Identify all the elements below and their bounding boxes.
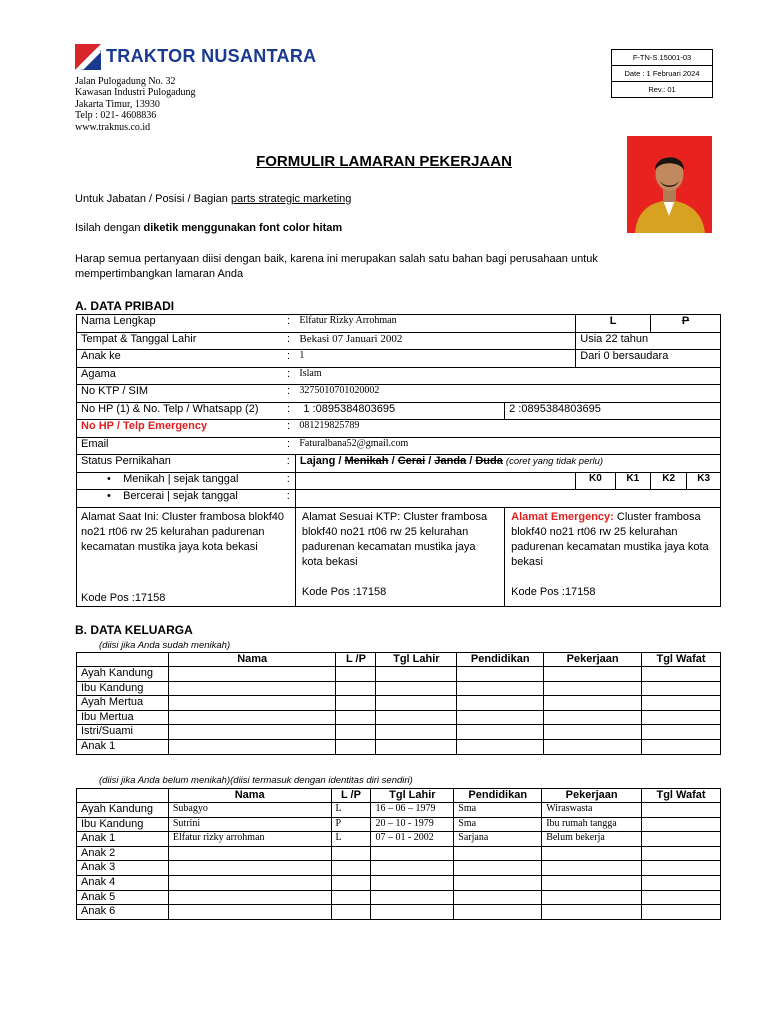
cell[interactable]	[457, 739, 544, 754]
value-menikah[interactable]	[295, 472, 575, 490]
alamat-ktp[interactable]: Alamat Sesuai KTP: Cluster frambosa blokf40 no21 rt06 rw 25 kelurahan padurenan kecamatan mustika jaya kota bekasi Kode Pos :17158	[295, 507, 504, 606]
table-row	[77, 803, 721, 818]
cell-pekerjaan[interactable]	[542, 875, 642, 890]
row-label: Anak 2	[77, 846, 169, 861]
fill-instruction: Isilah dengan diketik menggunakan font color hitam	[75, 222, 343, 234]
table-row: Tempat & Tanggal Lahir : Bekasi 07 Januari 2002 Usia 22 tahun	[77, 332, 721, 350]
document-code-box	[611, 49, 713, 98]
cell[interactable]	[376, 710, 457, 725]
cell-nama[interactable]	[168, 890, 331, 905]
row-label: Ayah Mertua	[77, 696, 169, 711]
cell-tgl-wafat[interactable]	[642, 846, 721, 861]
cell-pekerjaan[interactable]: Wiraswasta	[542, 803, 642, 818]
intro-note: Harap semua pertanyaan diisi dengan baik, karena ini merupakan salah satu bahan bagi perusahaan untuk mempertimbangkan lamaran Anda	[75, 253, 598, 280]
cell[interactable]	[168, 696, 336, 711]
table-row	[77, 667, 721, 682]
doc-date: Date : 1 Februari 2024	[612, 66, 712, 82]
cell[interactable]	[544, 710, 642, 725]
table-row	[77, 861, 721, 876]
row-label: Anak 4	[77, 875, 169, 890]
cell[interactable]	[376, 667, 457, 682]
cell-pendidikan[interactable]: Sarjana	[454, 832, 542, 847]
cell-nama[interactable]: Sutrini	[168, 817, 331, 832]
gender-l[interactable]: L	[576, 315, 651, 333]
table-row: Nama Lengkap : Elfatur Rizky Arrohman L P	[77, 315, 721, 333]
k2-option[interactable]: K2	[651, 472, 687, 490]
header-pendidikan: Pendidikan	[454, 789, 542, 803]
table-row	[77, 696, 721, 711]
table-row: Anak ke : 1 Dari 0 bersaudara	[77, 350, 721, 368]
cell-nama[interactable]	[168, 875, 331, 890]
address-row	[77, 507, 721, 606]
cell-tgl-lahir[interactable]: 16 – 06 – 1979	[371, 803, 454, 818]
value-ttl[interactable]: Bekasi 07 Januari 2002	[295, 332, 575, 350]
label-emergency: No HP / Telp Emergency	[77, 420, 282, 438]
cell[interactable]	[544, 681, 642, 696]
k3-option[interactable]: K3	[687, 472, 721, 490]
cell[interactable]	[168, 710, 336, 725]
cell[interactable]	[376, 739, 457, 754]
cell-nama[interactable]	[168, 905, 331, 920]
gender-p[interactable]: P	[651, 315, 721, 333]
table-row	[77, 832, 721, 847]
table-row	[77, 905, 721, 920]
table-row: No KTP / SIM : 3275010701020002	[77, 385, 721, 403]
cell-lp[interactable]: P	[331, 817, 371, 832]
header-lp: L /P	[331, 789, 371, 803]
cell[interactable]	[457, 696, 544, 711]
cell[interactable]	[544, 696, 642, 711]
label-ktp: No KTP / SIM	[77, 385, 282, 403]
cell-tgl-wafat[interactable]	[642, 905, 721, 920]
personal-data-table	[76, 314, 721, 607]
row-label: Anak 1	[77, 739, 169, 754]
table-row: No HP (1) & No. Telp / Whatsapp (2) : 1 :0895384803695 2 :0895384803695	[77, 402, 721, 420]
label-email: Email	[77, 437, 282, 455]
value-emergency[interactable]: 081219825789	[295, 420, 720, 438]
label-hp: No HP (1) & No. Telp / Whatsapp (2)	[77, 402, 282, 420]
cell-pendidikan[interactable]: Sma	[454, 803, 542, 818]
form-title: FORMULIR LAMARAN PEKERJAAN	[256, 153, 512, 170]
cell-tgl-lahir[interactable]	[371, 890, 454, 905]
value-hp1[interactable]: 1 :0895384803695	[295, 402, 504, 420]
table-row	[77, 710, 721, 725]
header-pekerjaan: Pekerjaan	[544, 653, 642, 667]
header-lp: L /P	[336, 653, 376, 667]
cell-tgl-wafat[interactable]	[642, 875, 721, 890]
cell-lp[interactable]	[331, 875, 371, 890]
alamat-emergency[interactable]: Alamat Emergency: Cluster frambosa blokf40 no21 rt06 rw 25 kelurahan padurenan kecamatan mustika jaya kota bekasi Kode Pos :17158	[505, 507, 721, 606]
row-label: Anak 1	[77, 832, 169, 847]
row-label: Ibu Kandung	[77, 817, 169, 832]
cell-tgl-lahir[interactable]: 07 – 01 - 2002	[371, 832, 454, 847]
cell-lp[interactable]	[331, 861, 371, 876]
kodepos-3: Kode Pos :17158	[511, 585, 596, 598]
section-a-title: A. DATA PRIBADI	[75, 299, 175, 313]
cell[interactable]	[457, 725, 544, 740]
header-pekerjaan: Pekerjaan	[542, 789, 642, 803]
table-row: No HP / Telp Emergency : 081219825789	[77, 420, 721, 438]
value-bercerai[interactable]	[295, 490, 720, 508]
value-email[interactable]: Faturalbana52@gmail.com	[295, 437, 720, 455]
k1-option[interactable]: K1	[615, 472, 650, 490]
company-name: TRAKTOR NUSANTARA	[106, 46, 317, 66]
table-header-row	[77, 653, 721, 667]
label-ttl: Tempat & Tanggal Lahir	[77, 332, 282, 350]
cell-pekerjaan[interactable]: Ibu rumah tangga	[542, 817, 642, 832]
row-label: Istri/Suami	[77, 725, 169, 740]
table-header-row	[77, 789, 721, 803]
cell[interactable]	[336, 739, 376, 754]
address-line: Telp : 021- 4608836	[75, 110, 157, 122]
header-nama: Nama	[168, 789, 331, 803]
section-b-title: B. DATA KELUARGA	[75, 623, 193, 637]
cell-pekerjaan[interactable]	[542, 905, 642, 920]
value-ktp[interactable]: 3275010701020002	[295, 385, 720, 403]
value-usia[interactable]: Usia 22 tahun	[576, 332, 721, 350]
label-bercerai: • Bercerai | sejak tanggal	[77, 490, 282, 508]
cell-tgl-lahir[interactable]	[371, 875, 454, 890]
cell[interactable]	[642, 725, 721, 740]
address-line: Kawasan Industri Pulogadung	[75, 87, 196, 99]
row-label: Anak 5	[77, 890, 169, 905]
cell-lp[interactable]	[331, 846, 371, 861]
row-label: Anak 6	[77, 905, 169, 920]
k0-option[interactable]: K0	[576, 472, 615, 490]
table-row: Agama : Islam	[77, 367, 721, 385]
cell[interactable]	[336, 667, 376, 682]
table-row	[77, 725, 721, 740]
cell[interactable]	[376, 696, 457, 711]
label-nama: Nama Lengkap	[77, 315, 282, 333]
applicant-photo	[627, 136, 712, 233]
row-label: Ibu Mertua	[77, 710, 169, 725]
cell-tgl-lahir[interactable]: 20 – 10 - 1979	[371, 817, 454, 832]
cell[interactable]	[336, 725, 376, 740]
row-label: Ayah Kandung	[77, 667, 169, 682]
header-tgl-lahir: Tgl Lahir	[376, 653, 457, 667]
kodepos-2: Kode Pos :17158	[301, 585, 387, 598]
cell-pendidikan[interactable]	[454, 846, 542, 861]
cell-tgl-wafat[interactable]	[642, 817, 721, 832]
cell-pekerjaan[interactable]	[542, 846, 642, 861]
cell-tgl-lahir[interactable]	[371, 861, 454, 876]
table-row	[77, 739, 721, 754]
table-row	[77, 890, 721, 905]
cell-pendidikan[interactable]	[454, 875, 542, 890]
table-row: Email : Faturalbana52@gmail.com	[77, 437, 721, 455]
cell[interactable]	[642, 667, 721, 682]
address-line: www.traknus.co.id	[75, 121, 151, 133]
cell-lp[interactable]	[331, 905, 371, 920]
table-row	[77, 875, 721, 890]
position-value: parts strategic marketing	[230, 193, 352, 205]
value-agama[interactable]: Islam	[295, 367, 720, 385]
value-hp2[interactable]: 2 :0895384803695	[505, 402, 721, 420]
cell[interactable]	[457, 681, 544, 696]
table-row: Status Pernikahan : Lajang / Menikah / Cerai / Janda / Duda (coret yang tidak perlu)	[77, 455, 721, 473]
cell[interactable]	[457, 667, 544, 682]
cell-pekerjaan[interactable]	[542, 890, 642, 905]
cell[interactable]	[336, 681, 376, 696]
doc-code: F-TN-S.15001-03	[612, 50, 712, 66]
cell-pendidikan[interactable]	[454, 905, 542, 920]
cell-nama[interactable]: Subagyo	[168, 803, 331, 818]
cell-tgl-wafat[interactable]	[642, 861, 721, 876]
cell-pekerjaan[interactable]: Belum bekerja	[542, 832, 642, 847]
cell-pendidikan[interactable]	[454, 861, 542, 876]
family-note-married: (diisi jika Anda sudah menikah)	[99, 640, 231, 651]
cell[interactable]	[642, 710, 721, 725]
header-pendidikan: Pendidikan	[457, 653, 544, 667]
table-row	[77, 681, 721, 696]
cell[interactable]	[376, 681, 457, 696]
cell[interactable]	[642, 681, 721, 696]
cell-lp[interactable]: L	[331, 803, 371, 818]
cell-pendidikan[interactable]: Sma	[454, 817, 542, 832]
cell-nama[interactable]	[168, 846, 331, 861]
cell[interactable]	[168, 725, 336, 740]
value-status[interactable]: Lajang / Menikah / Cerai / Janda / Duda (coret yang tidak perlu)	[295, 455, 720, 473]
row-label: Anak 3	[77, 861, 169, 876]
cell-pendidikan[interactable]	[454, 890, 542, 905]
traktor-nusantara-logo-icon	[75, 44, 101, 70]
table-row: • Menikah | sejak tanggal : K0 K1 K2 K3	[77, 472, 721, 490]
cell[interactable]	[544, 667, 642, 682]
position-line: Untuk Jabatan / Posisi / Bagian parts strategic marketing	[75, 193, 352, 205]
cell[interactable]	[544, 739, 642, 754]
header-tgl-lahir: Tgl Lahir	[371, 789, 454, 803]
label-status: Status Pernikahan	[77, 455, 282, 473]
cell-nama[interactable]	[168, 861, 331, 876]
company-address	[75, 76, 196, 133]
header-tgl-wafat: Tgl Wafat	[642, 789, 721, 803]
row-label: Ibu Kandung	[77, 681, 169, 696]
table-row: • Bercerai | sejak tanggal :	[77, 490, 721, 508]
kodepos-1: Kode Pos :17158	[81, 591, 166, 604]
value-nama[interactable]: Elfatur Rizky Arrohman	[295, 315, 575, 333]
cell-nama[interactable]: Elfatur rizky arrohman	[168, 832, 331, 847]
family-note-single: (diisi jika Anda belum menikah)(diisi termasuk dengan identitas diri sendiri)	[99, 775, 413, 786]
cell[interactable]	[336, 696, 376, 711]
cell[interactable]	[376, 725, 457, 740]
family-table-married	[76, 652, 721, 755]
cell-tgl-wafat[interactable]	[642, 890, 721, 905]
cell[interactable]	[544, 725, 642, 740]
cell-tgl-wafat[interactable]	[642, 803, 721, 818]
row-label: Ayah Kandung	[77, 803, 169, 818]
header-tgl-wafat: Tgl Wafat	[642, 653, 721, 667]
family-table-single	[76, 788, 721, 920]
value-saudara[interactable]: Dari 0 bersaudara	[576, 350, 721, 368]
table-row	[77, 846, 721, 861]
cell-tgl-wafat[interactable]	[642, 832, 721, 847]
cell[interactable]	[642, 696, 721, 711]
table-row	[77, 817, 721, 832]
cell[interactable]	[642, 739, 721, 754]
value-anak[interactable]: 1	[295, 350, 575, 368]
doc-rev: Rev.: 01	[648, 85, 676, 94]
cell[interactable]	[336, 710, 376, 725]
cell-tgl-lahir[interactable]	[371, 846, 454, 861]
label-anak: Anak ke	[77, 350, 282, 368]
cell[interactable]	[168, 739, 336, 754]
address-line: Jakarta Timur, 13930	[75, 98, 160, 110]
address-line: Jalan Pulogadung No. 32	[75, 76, 176, 87]
cell-lp[interactable]	[331, 890, 371, 905]
cell-pekerjaan[interactable]	[542, 861, 642, 876]
cell[interactable]	[457, 710, 544, 725]
cell[interactable]	[168, 681, 336, 696]
cell-lp[interactable]: L	[331, 832, 371, 847]
header-nama: Nama	[168, 653, 336, 667]
cell-tgl-lahir[interactable]	[371, 905, 454, 920]
label-menikah: • Menikah | sejak tanggal	[77, 472, 282, 490]
label-agama: Agama	[77, 367, 282, 385]
alamat-saat-ini[interactable]: Alamat Saat Ini: Cluster frambosa blokf40 no21 rt06 rw 25 kelurahan padurenan kecamatan mustika jaya kota bekasi Kode Pos :17158	[77, 507, 296, 606]
cell[interactable]	[168, 667, 336, 682]
